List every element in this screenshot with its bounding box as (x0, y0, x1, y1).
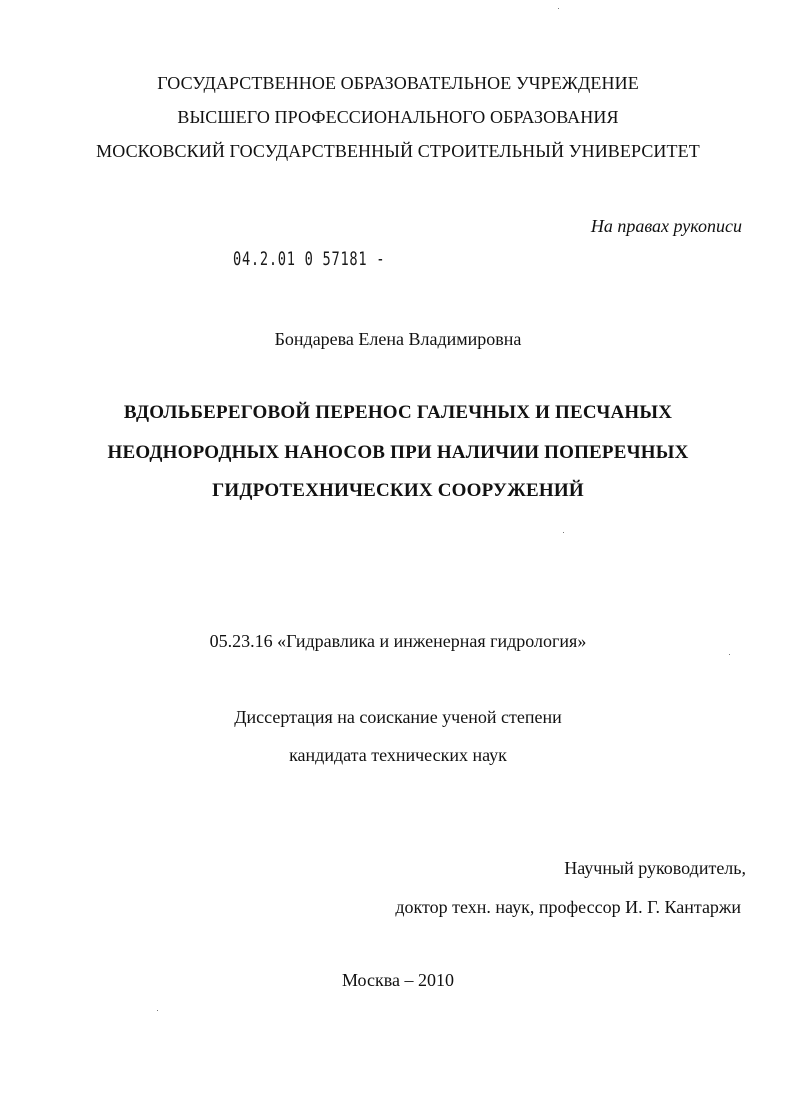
institution-line-1: ГОСУДАРСТВЕННОЕ ОБРАЗОВАТЕЛЬНОЕ УЧРЕЖДЕНИЕ (157, 73, 639, 93)
supervisor-name: доктор техн. наук, профессор И. Г. Кантаржи (395, 897, 741, 917)
place-and-year: Москва – 2010 (342, 970, 454, 990)
institution-line-3: МОСКОВСКИЙ ГОСУДАРСТВЕННЫЙ СТРОИТЕЛЬНЫЙ УНИВЕРСИТЕТ (96, 141, 700, 161)
author-name: Бондарева Елена Владимировна (274, 329, 522, 349)
manuscript-rights-note: На правах рукописи (590, 216, 742, 236)
supervisor-label: Научный руководитель, (564, 858, 746, 878)
thesis-title-line-2: НЕОДНОРОДНЫХ НАНОСОВ ПРИ НАЛИЧИИ ПОПЕРЕЧНЫХ (107, 442, 689, 463)
specialty-code: 05.23.16 «Гидравлика и инженерная гидрология» (209, 631, 587, 651)
degree-line-1: Диссертация на соискание ученой степени (234, 707, 562, 727)
institution-line-2: ВЫСШЕГО ПРОФЕССИОНАЛЬНОГО ОБРАЗОВАНИЯ (177, 107, 619, 127)
scan-speck (558, 8, 559, 9)
thesis-title-line-3: ГИДРОТЕХНИЧЕСКИХ СООРУЖЕНИЙ (212, 480, 584, 501)
thesis-title-line-1: ВДОЛЬБЕРЕГОВОЙ ПЕРЕНОС ГАЛЕЧНЫХ И ПЕСЧАНЫХ (123, 402, 673, 423)
scan-speck (157, 1010, 158, 1011)
degree-line-2: кандидата технических наук (289, 745, 507, 765)
scan-speck (563, 532, 564, 533)
registration-stamp: 04.2.01 0 57181 - (233, 248, 386, 270)
scan-speck (729, 654, 730, 655)
